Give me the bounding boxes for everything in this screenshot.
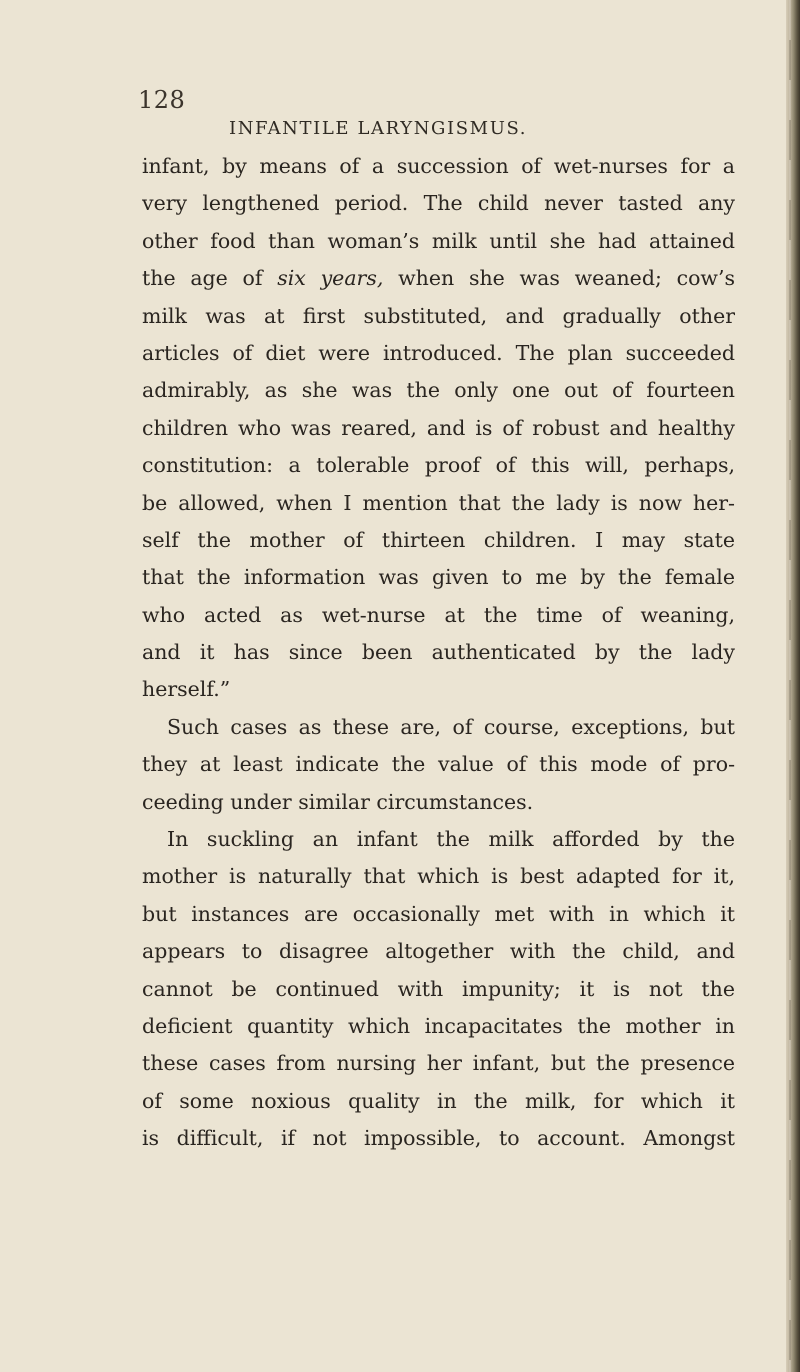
text-line: but instances are occasionally met with in which it [142, 901, 735, 926]
text-line: In suckling an infant the milk afforded by the [167, 827, 735, 852]
emphasis-six-years: six years, [277, 266, 384, 291]
text-line: mother is naturally that which is best adapted for it, [142, 864, 735, 889]
text-line: that the information was given to me by the female [142, 565, 735, 590]
text-line: infant, by means of a succession of wet-nurses for a [142, 154, 735, 178]
running-head: INFANTILE LARYNGISMUS. [229, 118, 528, 139]
text-line: be allowed, when I mention that the lady is now her- [142, 490, 735, 515]
text-line: is difficult, if not impossible, to account. Amongst [142, 1126, 735, 1151]
text-line: appears to disagree altogether with the child, and [142, 939, 735, 964]
text-line: children who was reared, and is of robust and healthy [142, 415, 735, 440]
text-line: herself.” [142, 677, 231, 702]
text-line: deficient quantity which incapacitates the mother in [142, 1013, 735, 1038]
text-line: ceeding under similar circumstances. [142, 789, 534, 814]
text-line: articles of diet were introduced. The plan succeeded [142, 340, 735, 365]
text-line: other food than woman’s milk until she had attained [142, 228, 735, 253]
page-edge-shadow [786, 0, 800, 1372]
text-line-with-emphasis [142, 260, 735, 297]
page-number: 128 [138, 86, 186, 114]
text-line: and it has since been authenticated by the lady [142, 640, 735, 665]
text-line: constitution: a tolerable proof of this will, perhaps, [142, 453, 735, 478]
text-line: of some noxious quality in the milk, for which it [142, 1088, 735, 1113]
text-line: cannot be continued with impunity; it is not the [142, 976, 735, 1001]
text-line: Such cases as these are, of course, exceptions, but [167, 714, 735, 739]
text-line: they at least indicate the value of this mode of pro- [142, 752, 735, 777]
text-line: who acted as wet-nurse at the time of weaning, [142, 602, 735, 627]
text-line: milk was at first substituted, and gradually other [142, 303, 735, 328]
text-span: when she was weaned; cow’s [383, 266, 735, 291]
text-line: admirably, as she was the only one out of fourteen [142, 378, 735, 403]
text-span: the age of [142, 266, 278, 291]
body-text [142, 148, 735, 1158]
text-line: very lengthened period. The child never tasted any [142, 191, 735, 216]
text-line: these cases from nursing her infant, but the presence [142, 1051, 735, 1076]
text-line: self the mother of thirteen children. I may state [142, 527, 735, 552]
